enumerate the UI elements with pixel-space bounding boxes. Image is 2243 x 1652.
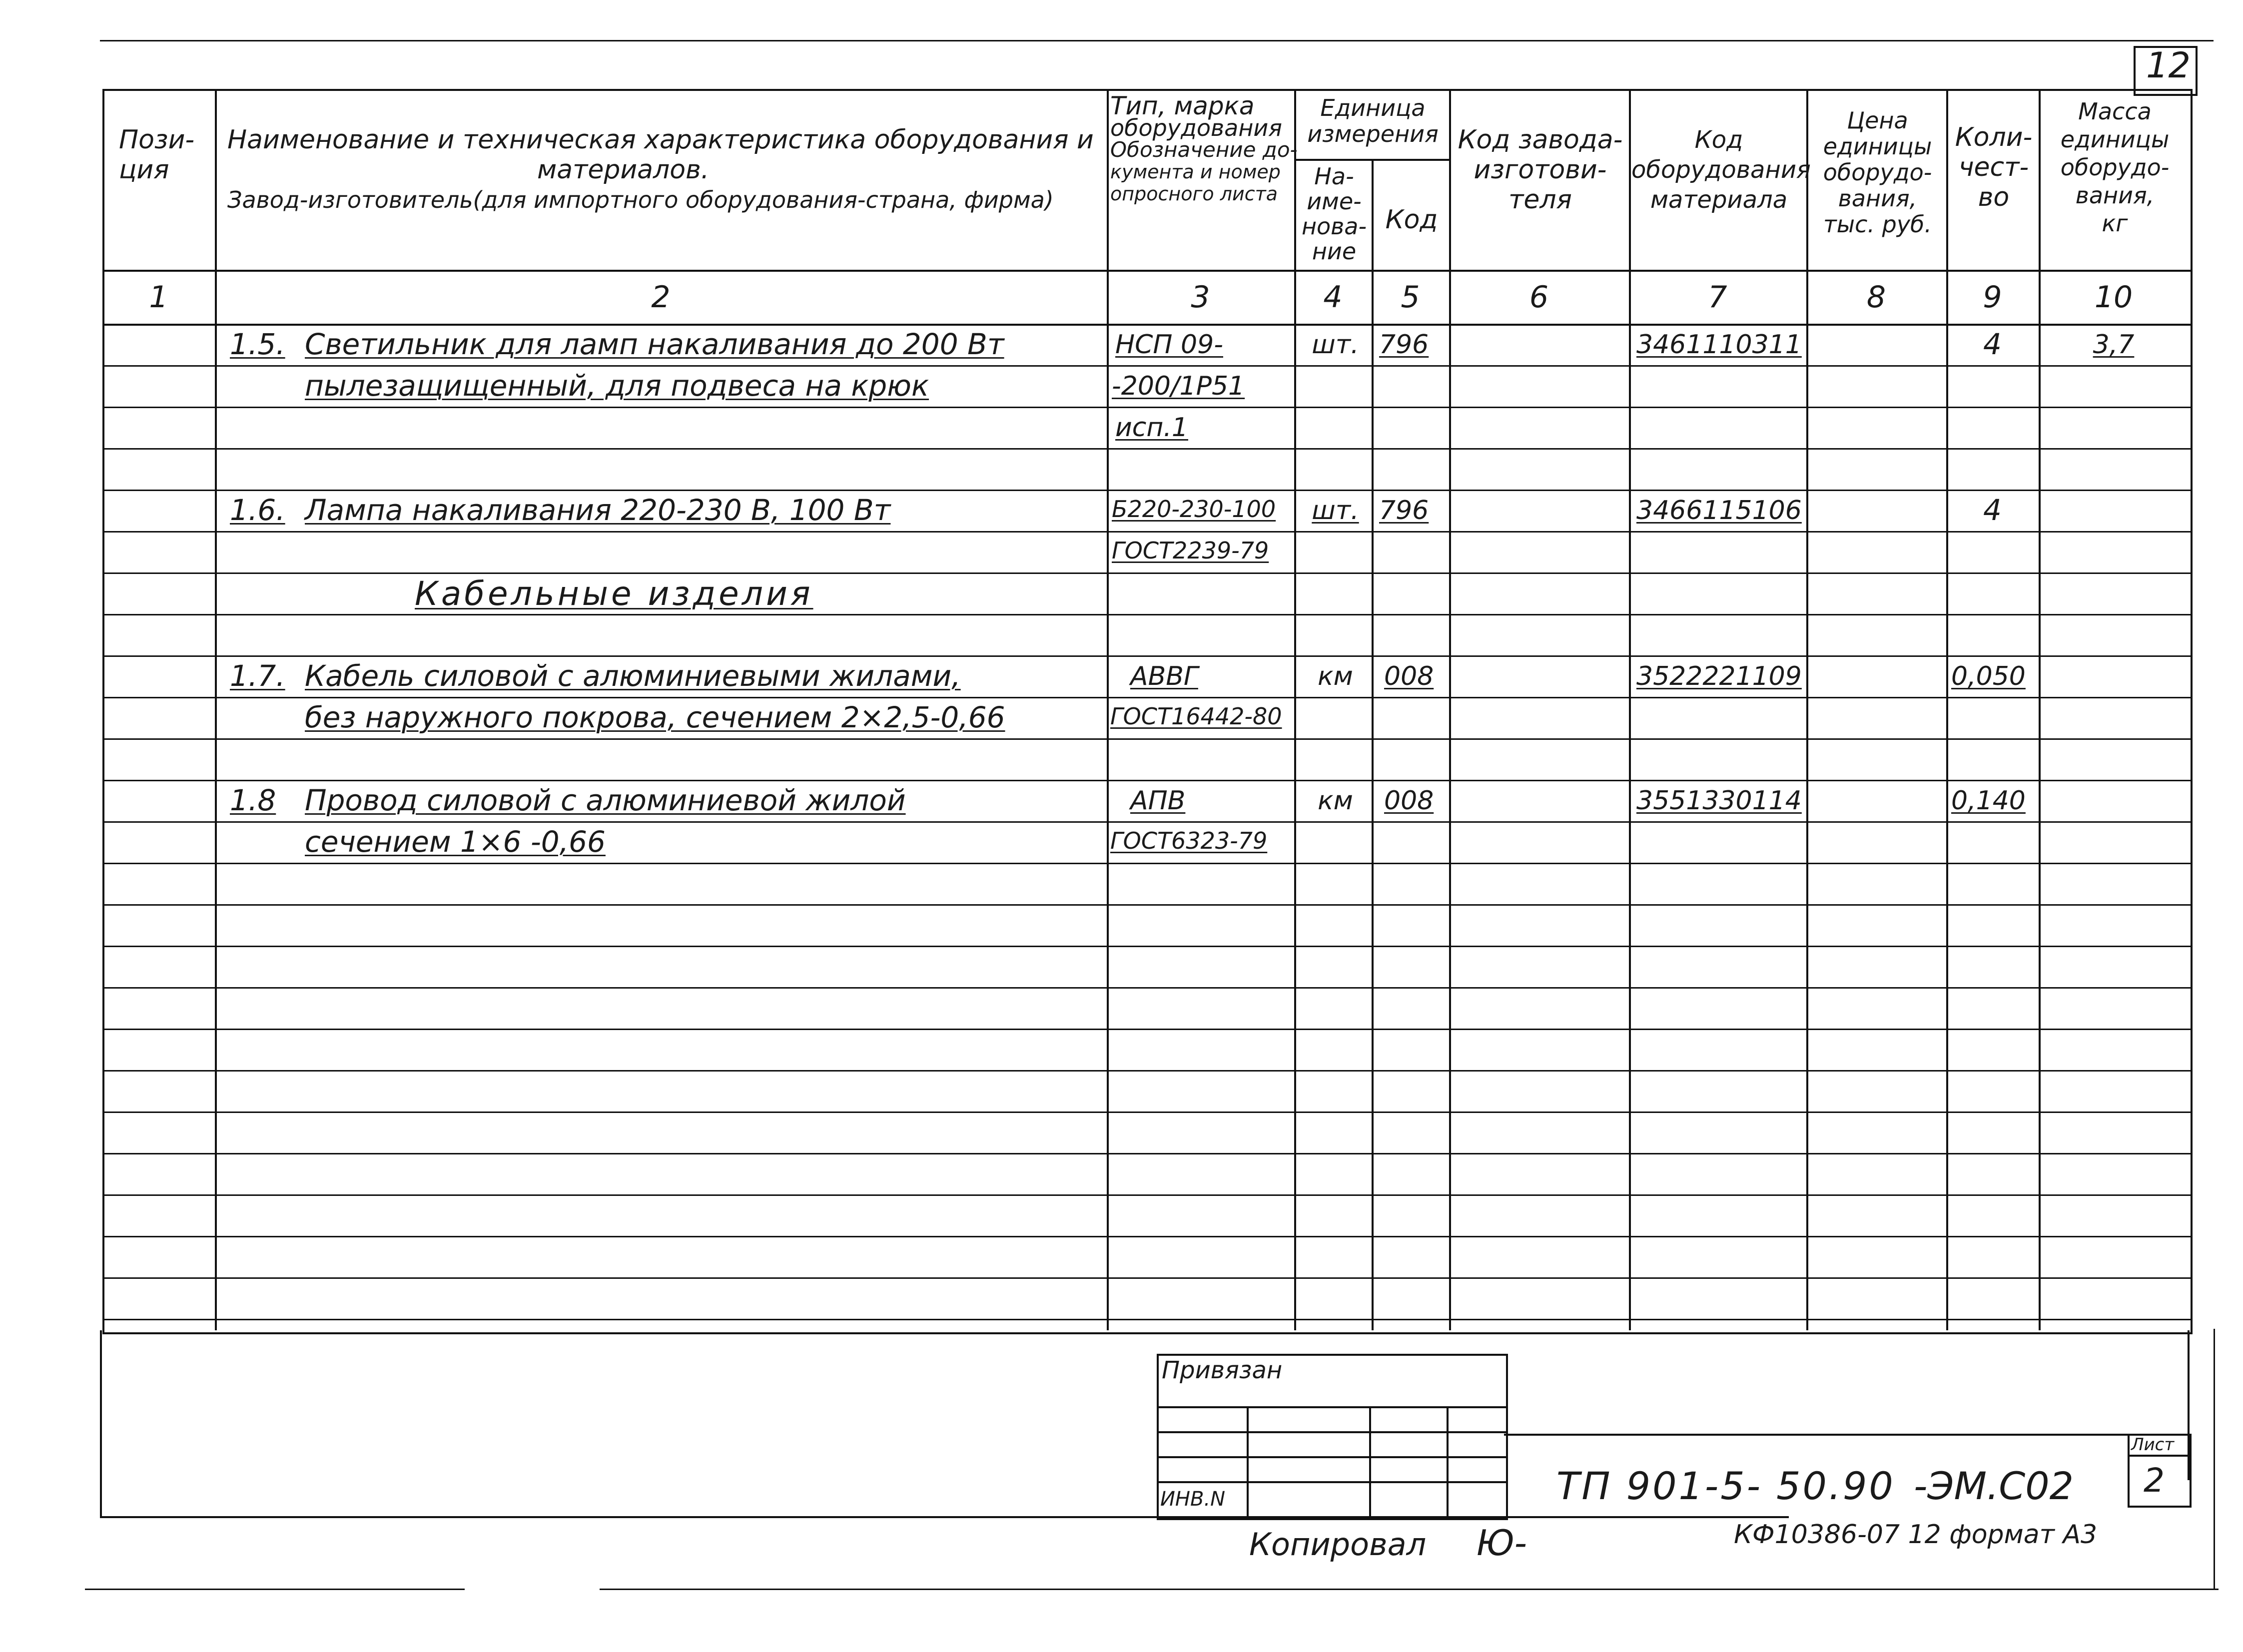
row-rule-13 <box>102 863 2191 864</box>
row-rule-5 <box>102 531 2191 533</box>
row-1-8-type: АПВ <box>1130 786 1186 816</box>
row-1-5-type-2: -200/1Р51 <box>1112 371 1245 401</box>
col-divider-9 <box>2039 89 2041 1330</box>
row-1-6-type-2: ГОСТ2239-79 <box>1112 537 1269 564</box>
bottom-scan-line <box>85 1589 465 1590</box>
header-unit-group: Единица измерения <box>1307 94 1439 147</box>
col-divider-6 <box>1629 89 1631 1330</box>
outer-bottom-line <box>100 1516 1789 1518</box>
row-rule-12 <box>102 821 2191 823</box>
header-col3: Тип, марка оборудования Обозначение до- кумента и номер опросного листа <box>1110 91 1298 205</box>
row-rule-11 <box>102 780 2191 781</box>
row-rule-7 <box>102 614 2191 615</box>
footer-signature: Ю- <box>1477 1523 1527 1564</box>
header-col6: Код завода- изготови- теля <box>1458 125 1623 215</box>
row-1-6-name: Лампа накаливания 220-230 В, 100 Вт <box>305 493 891 527</box>
doc-suffix: -ЭМ.С02 <box>1914 1464 2074 1508</box>
stamp-line-1 <box>1157 1406 1506 1408</box>
row-1-5-pos: 1.5. <box>230 327 285 361</box>
footer-format: КФ10386-07 12 формат А3 <box>1734 1520 2098 1550</box>
row-rule-21 <box>102 1194 2191 1196</box>
row-1-5-code: 796 <box>1379 330 1429 360</box>
row-1-5-name-2: пылезащищенный, для подвеса на крюк <box>305 369 929 403</box>
header-col1: Пози- ция <box>119 125 195 185</box>
row-rule-1 <box>102 365 2191 367</box>
row-1-5-equip-code: 3461110311 <box>1636 330 1802 360</box>
row-1-8-equip-code: 3551330114 <box>1636 786 1802 816</box>
row-1-7-equip-code: 3522221109 <box>1636 661 1802 691</box>
row-1-7-name-2: без наружного покрова, сечением 2×2,5-0,66 <box>305 700 1005 734</box>
colnum-8: 8 <box>1866 280 1886 315</box>
row-1-7-type: АВВГ <box>1130 661 1198 691</box>
row-1-8-pos: 1.8 <box>230 783 276 817</box>
row-rule-23 <box>102 1277 2191 1279</box>
col-divider-1 <box>215 89 217 1330</box>
row-rule-17 <box>102 1029 2191 1030</box>
row-1-7-type-2: ГОСТ16442-80 <box>1110 703 1282 730</box>
row-1-7-qty: 0,050 <box>1951 661 2026 691</box>
colnum-2: 2 <box>651 280 671 315</box>
row-rule-6 <box>102 572 2191 574</box>
row-1-5-mass: 3,7 <box>2093 330 2135 360</box>
row-rule-2 <box>102 407 2191 408</box>
header-col8: Цена единицы оборудо- вания, тыс. руб. <box>1823 107 1932 238</box>
colnum-6: 6 <box>1529 280 1549 315</box>
col-divider-4 <box>1372 159 1374 1330</box>
row-rule-24 <box>102 1319 2191 1320</box>
row-1-6-type: Б220-230-100 <box>1112 496 1276 523</box>
colnum-10: 10 <box>2094 280 2133 315</box>
row-rule-3 <box>102 448 2191 450</box>
row-rule-8 <box>102 655 2191 657</box>
stamp-line-2 <box>1157 1431 1506 1433</box>
row-rule-22 <box>102 1236 2191 1237</box>
header-col5: Код <box>1385 205 1438 235</box>
row-rule-9 <box>102 697 2191 698</box>
row-1-6-qty: 4 <box>1983 493 2002 527</box>
col-divider-3 <box>1294 89 1296 1330</box>
row-rule-10 <box>102 738 2191 740</box>
bottom-right-tick <box>2214 1329 2215 1589</box>
colnum-bottom-line <box>102 324 2191 326</box>
row-1-8-unit: км <box>1318 786 1353 816</box>
colnum-9: 9 <box>1983 280 2002 315</box>
footer-kopiroval: Копировал <box>1249 1526 1427 1563</box>
row-1-5-unit: шт. <box>1312 330 1359 360</box>
row-1-5-qty: 4 <box>1983 327 2002 361</box>
top-border-line <box>100 40 2214 41</box>
row-1-7-unit: км <box>1318 661 1353 691</box>
row-1-6-unit: шт. <box>1312 496 1359 526</box>
colnum-3: 3 <box>1191 280 1210 315</box>
list-value: 2 <box>2144 1461 2165 1500</box>
row-1-5-name: Светильник для ламп накаливания до 200 Вт <box>305 327 1004 361</box>
header-bottom-line <box>102 270 2191 272</box>
row-1-5-type: НСП 09- <box>1115 330 1223 360</box>
row-1-8-qty: 0,140 <box>1951 786 2026 816</box>
row-rule-4 <box>102 490 2191 491</box>
colnum-1: 1 <box>149 280 168 315</box>
stamp-vline-2 <box>1369 1406 1371 1516</box>
row-1-6-equip-code: 3466115106 <box>1636 496 1802 526</box>
col-divider-2 <box>1107 89 1109 1330</box>
header-col7: Код оборудования материала <box>1631 126 1811 214</box>
row-rule-15 <box>102 946 2191 947</box>
row-1-6-code: 796 <box>1379 496 1429 526</box>
unit-group-line <box>1294 159 1451 161</box>
doc-code: ТП 901-5- 50.90 <box>1556 1464 1895 1508</box>
row-rule-14 <box>102 904 2191 906</box>
page-number: 12 <box>2146 45 2191 86</box>
row-1-7-code: 008 <box>1384 661 1434 691</box>
list-label: Лист <box>2131 1435 2175 1455</box>
row-rule-19 <box>102 1111 2191 1113</box>
header-col2: Наименование и техническая характеристика оборудования и материалов. Завод-изготовитель(для импортного оборудования-страна, фирма) <box>227 125 1094 213</box>
row-1-8-name-2: сечением 1×6 -0,66 <box>305 825 606 859</box>
colnum-4: 4 <box>1323 280 1343 315</box>
row-1-7-pos: 1.7. <box>230 659 285 693</box>
row-1-5-type-3: исп.1 <box>1115 413 1188 443</box>
doc-code-top-line <box>1504 1434 2189 1436</box>
stamp-vline-1 <box>1247 1406 1249 1516</box>
list-box-mid <box>2128 1455 2190 1457</box>
row-1-6-pos: 1.6. <box>230 493 285 527</box>
stamp-privyazan: Привязан <box>1162 1356 1283 1384</box>
colnum-7: 7 <box>1708 280 1727 315</box>
stamp-inv: ИНВ.N <box>1160 1488 1226 1511</box>
row-1-8-code: 008 <box>1384 786 1434 816</box>
header-col10: Масса единицы оборудо- вания, кг <box>2060 98 2170 237</box>
outer-left-line <box>100 1330 102 1518</box>
row-1-7-name: Кабель силовой с алюминиевыми жилами, <box>305 659 961 693</box>
section-title-cable: Кабельные изделия <box>415 574 813 613</box>
stamp-line-3 <box>1157 1456 1506 1458</box>
row-1-8-type-2: ГОСТ6323-79 <box>1110 827 1268 854</box>
header-col4: На- име- нова- ние <box>1301 163 1367 265</box>
col-divider-7 <box>1806 89 1808 1330</box>
row-rule-16 <box>102 987 2191 989</box>
row-rule-18 <box>102 1070 2191 1072</box>
colnum-5: 5 <box>1401 280 1420 315</box>
col-divider-5 <box>1449 89 1451 1330</box>
row-1-8-name: Провод силовой с алюминиевой жилой <box>305 783 906 817</box>
stamp-line-4 <box>1157 1481 1506 1483</box>
col-divider-8 <box>1946 89 1948 1330</box>
row-rule-20 <box>102 1153 2191 1154</box>
header-col9: Коли- чест- во <box>1955 122 2033 212</box>
bottom-scan-line-2 <box>600 1589 2219 1590</box>
stamp-vline-3 <box>1447 1406 1449 1516</box>
